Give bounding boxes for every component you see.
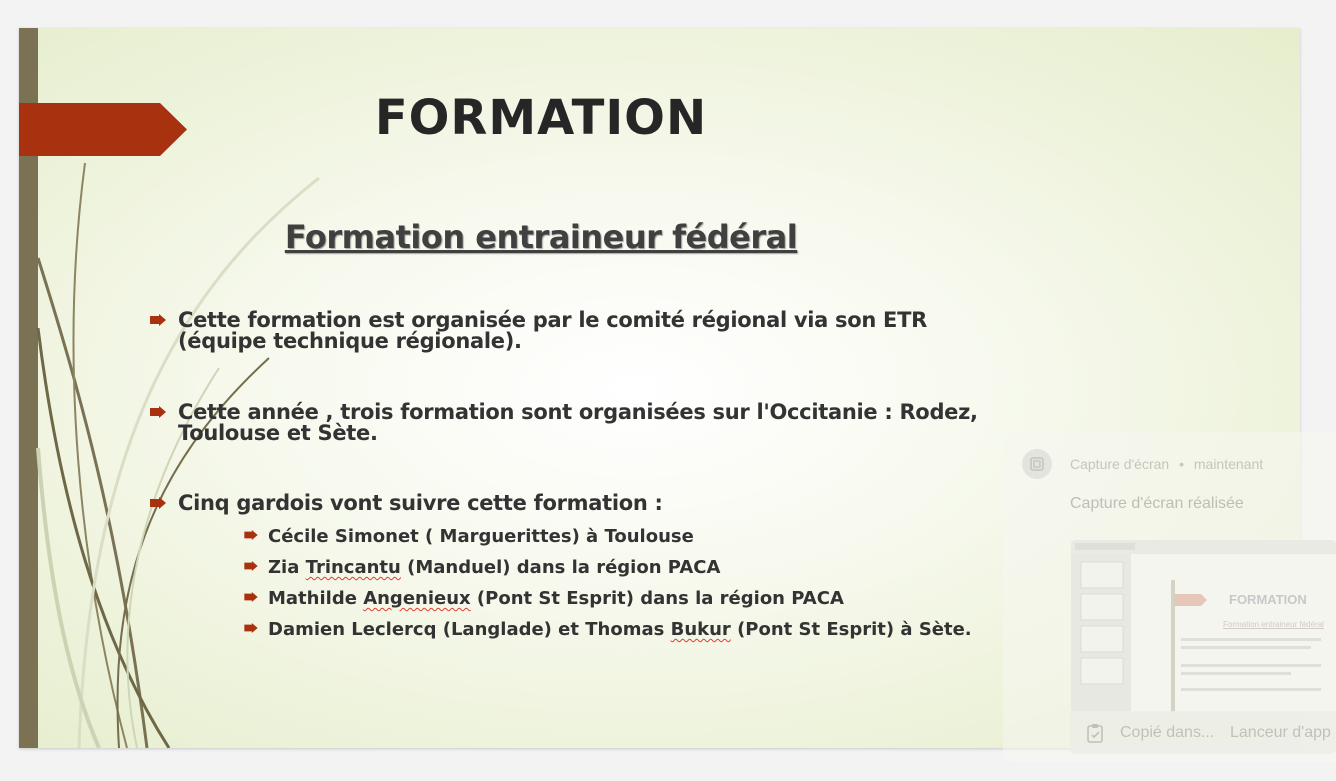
notification-message: Capture d'écran réalisée — [1070, 495, 1244, 512]
screenshot-thumbnail[interactable] — [1071, 540, 1336, 712]
app-launcher-button[interactable]: Lanceur d'app — [1230, 724, 1331, 741]
notification-separator: • — [1179, 456, 1184, 472]
sub-bullet-text: Cécile Simonet ( Marguerittes) à Toulouse — [268, 526, 694, 547]
thumbnail-title: FORMATION — [1229, 592, 1307, 607]
arrow-bullet-icon — [150, 406, 166, 418]
spellcheck-word[interactable]: Bukur — [670, 619, 731, 640]
bullet-text: Cette année , trois formation sont organisées sur l'Occitanie : Rodez, Toulouse et Sète. — [178, 400, 978, 445]
screenshot-notification[interactable] — [1003, 432, 1336, 762]
copied-to-button[interactable]: Copié dans... — [1120, 724, 1215, 741]
arrow-bullet-icon — [244, 592, 258, 602]
clipboard-check-icon — [1084, 722, 1106, 744]
bullet-item — [150, 493, 1010, 514]
bullet-item — [150, 402, 1010, 444]
sub-bullet-text: Mathilde Angenieux (Pont St Esprit) dans la région PACA — [268, 588, 844, 609]
notification-header — [1070, 456, 1263, 472]
thumbnail-subtitle: Formation entraineur fédéral — [1223, 620, 1324, 629]
slide-title: FORMATION — [374, 90, 708, 146]
arrow-bullet-icon — [150, 314, 166, 326]
sub-bullet-text: Zia Trincantu (Manduel) dans la région PACA — [268, 557, 721, 578]
bullet-text: Cette formation est organisée par le comité régional via son ETR (équipe technique régionale). — [178, 308, 927, 353]
sub-bullet-item — [244, 619, 1004, 640]
spellcheck-word[interactable]: Angenieux — [363, 588, 471, 609]
slide-subtitle: Formation entraineur fédéral — [284, 218, 798, 256]
arrow-bullet-icon — [244, 623, 258, 633]
arrow-bullet-icon — [244, 530, 258, 540]
notification-actions — [1070, 711, 1336, 754]
sub-bullet-text: Damien Leclercq (Langlade) et Thomas Bukur (Pont St Esprit) à Sète. — [268, 619, 972, 640]
sub-bullet-item — [244, 557, 1004, 578]
arrow-bullet-icon — [244, 561, 258, 571]
sub-bullet-item — [244, 588, 1004, 609]
bullet-item — [150, 310, 1010, 352]
screenshot-icon — [1021, 448, 1053, 480]
sub-bullet-item — [244, 526, 1004, 547]
arrow-bullet-icon — [150, 497, 166, 509]
spellcheck-word[interactable]: Trincantu — [305, 557, 401, 578]
notification-time: maintenant — [1193, 456, 1264, 472]
notification-app-name: Capture d'écran — [1070, 456, 1170, 472]
bullet-text: Cinq gardois vont suivre cette formation : — [178, 491, 663, 515]
